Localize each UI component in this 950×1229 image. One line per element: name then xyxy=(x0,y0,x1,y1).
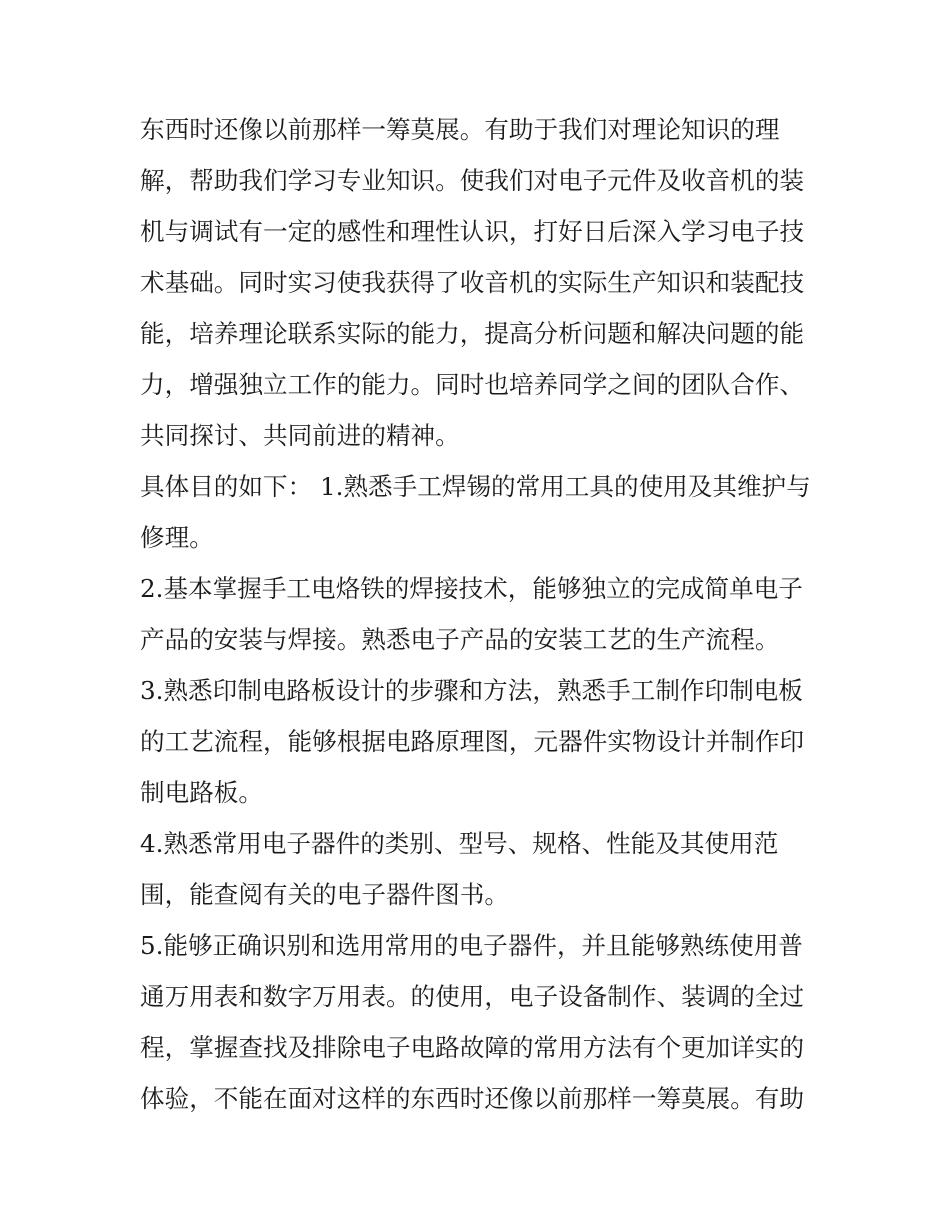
text-line: 术基础。同时实习使我获得了收音机的实际生产知识和装配技 xyxy=(140,268,805,297)
text-line: 体验，不能在面对这样的东西时还像以前那样一筹莫展。有助 xyxy=(140,1084,805,1113)
text-line: 解，帮助我们学习专业知识。使我们对电子元件及收音机的装 xyxy=(140,166,805,195)
text-line: 制电路板。 xyxy=(140,778,263,807)
text-line: 4.熟悉常用电子器件的类别、型号、规格、性能及其使用范 xyxy=(140,829,779,858)
text-line: 程，掌握查找及排除电子电路故障的常用方法有个更加详实的 xyxy=(140,1033,805,1062)
text-line: 力，增强独立工作的能力。同时也培养同学之间的团队合作、 xyxy=(140,370,805,399)
text-line: 的工艺流程，能够根据电路原理图，元器件实物设计并制作印 xyxy=(140,727,805,756)
text-line: 3.熟悉印制电路板设计的步骤和方法，熟悉手工制作印制电板 xyxy=(140,676,803,705)
text-line: 机与调试有一定的感性和理性认识，打好日后深入学习电子技 xyxy=(140,217,805,246)
text-line: 2.基本掌握手工电烙铁的焊接技术，能够独立的完成简单电子 xyxy=(140,574,803,603)
text-line: 围，能查阅有关的电子器件图书。 xyxy=(140,880,509,909)
text-line: 东西时还像以前那样一筹莫展。有助于我们对理论知识的理 xyxy=(140,115,780,144)
text-line: 共同探讨、共同前进的精神。 xyxy=(140,421,460,450)
text-line: 能，培养理论联系实际的能力，提高分析问题和解决问题的能 xyxy=(140,319,805,348)
text-line: 5.能够正确识别和选用常用的电子器件，并且能够熟练使用普 xyxy=(140,931,803,960)
text-line: 产品的安装与焊接。熟悉电子产品的安装工艺的生产流程。 xyxy=(140,625,780,654)
text-line: 具体目的如下： 1.熟悉手工焊锡的常用工具的使用及其维护与 xyxy=(140,472,811,501)
text-line: 通万用表和数字万用表。的使用，电子设备制作、装调的全过 xyxy=(140,982,805,1011)
text-line: 修理。 xyxy=(140,523,214,552)
